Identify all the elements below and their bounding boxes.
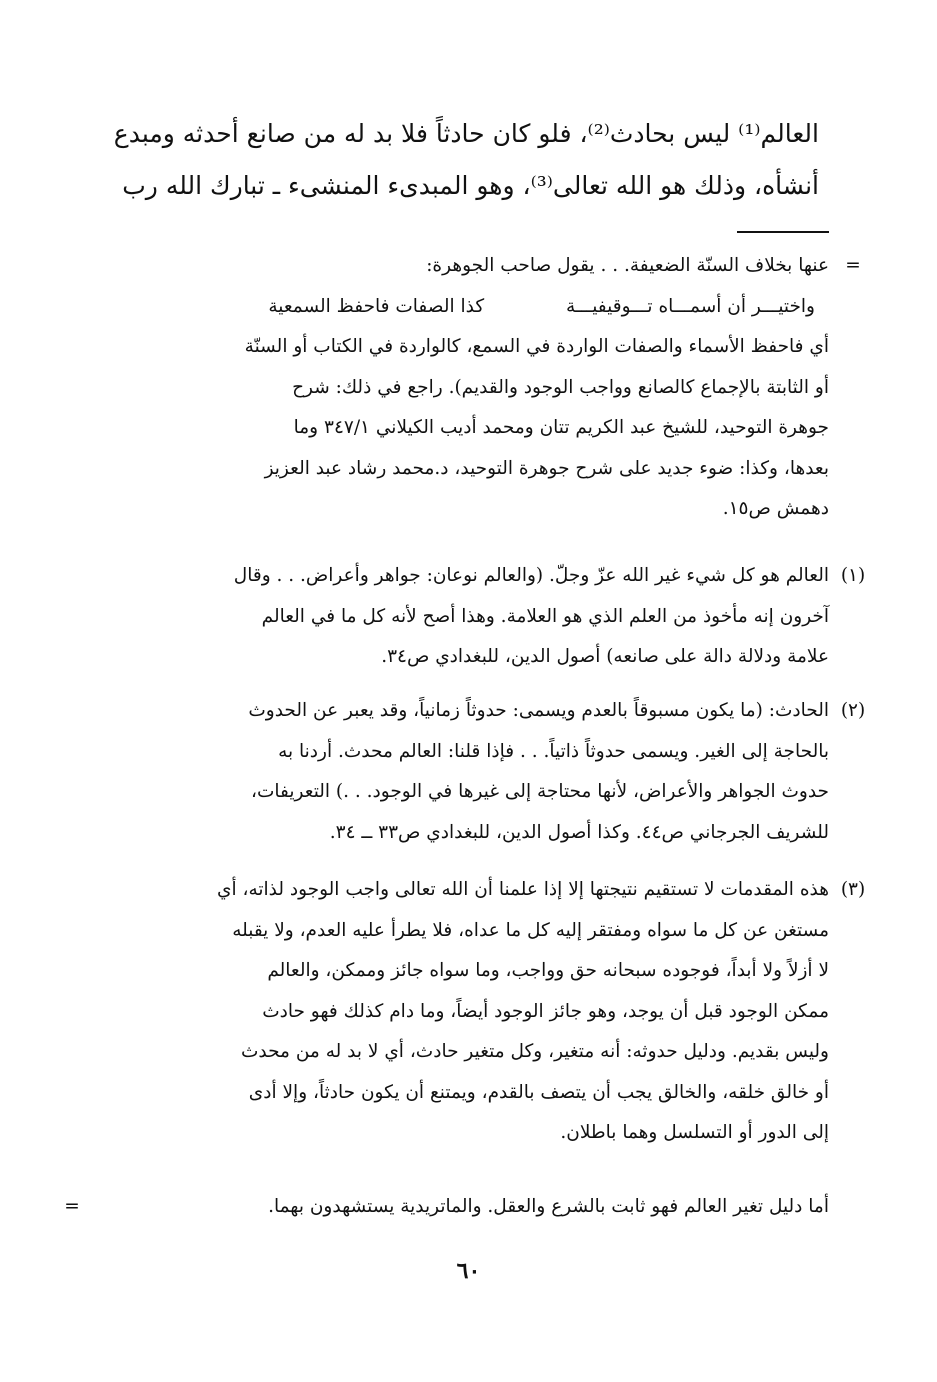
- footnote-3: [84, 870, 866, 1154]
- footnote-marker: (١): [840, 565, 866, 586]
- verse-hemistich-2: كذا الصفات فاحفظ السمعية: [268, 295, 485, 317]
- footnote-marker: (٣): [840, 879, 866, 900]
- footnote-line: أو خالق خلقه، والخالق يجب أن يتصف بالقدم، ويمتنع أن يكون حادثاً، وإلا أدى: [248, 1081, 829, 1103]
- footnote-line: لا أزلاً ولا أبداً، فوجوده سبحانه حق وواجب، وما سواه جائز وممكن، والعالم: [267, 960, 829, 981]
- main-text: [84, 108, 819, 212]
- footnote-line: وليس بقديم. ودليل حدوثه: أنه متغير، وكل متغير حادث، أي لا بد له من محدث: [240, 1041, 829, 1062]
- page-number: ٦٠: [456, 1258, 481, 1284]
- footnote-trailing: [64, 1187, 829, 1228]
- footnote-line: جوهرة التوحيد، للشيخ عبد الكريم تتان ومحمد أديب الكيلاني ٣٤٧/١ وما: [293, 417, 829, 438]
- footnote-continuation: [84, 246, 861, 530]
- footnote-line: للشريف الجرجاني ص٤٤. وكذا أصول الدين، للبغدادي ص٣٣ ــ ٣٤.: [329, 821, 829, 843]
- main-text-line: أنشأه، وذلك هو الله تعالى⁽³⁾، وهو المبدىء المنشىء ـ تبارك الله رب: [122, 171, 819, 200]
- footnote-2: [84, 691, 866, 853]
- footnote-line: العالم هو كل شيء غير الله عزّ وجلّ. (والعالم نوعان: جواهر وأعراض. . . وقال: [233, 565, 829, 586]
- main-text-line: العالم⁽¹⁾ ليس بحادث⁽²⁾، فلو كان حادثاً فلا بد له من صانع أحدثه ومبدع: [113, 119, 819, 148]
- footnote-1: [84, 556, 866, 678]
- footnote-line: بعدها، وكذا: ضوء جديد على شرح جوهرة التوحيد، د.محمد رشاد عبد العزيز: [264, 457, 829, 479]
- footnote-line: علامة ودلالة دالة على صانعه) أصول الدين، للبغدادي ص٣٤.: [381, 646, 829, 667]
- footnote-line: ممكن الوجود قبل أن يوجد، وهو جائز الوجود أيضاً، وما دام كذلك فهو حادث: [262, 1000, 829, 1022]
- continuation-marker: =: [845, 255, 861, 276]
- footnote-line: أو الثابتة بالإجماع كالصانع وواجب الوجود والقديم). راجع في ذلك: شرح: [292, 376, 829, 398]
- footnote-line: إلى الدور أو التسلسل وهما باطلان.: [560, 1122, 829, 1143]
- footnote-line: آخرون إنه مأخوذ من العلم الذي هو العلامة. وهذا أصح لأنه كل ما في العالم: [261, 605, 829, 627]
- footnote-separator: [737, 231, 829, 233]
- verse-hemistich-1: واختيـــر أن أسمـــاه تـــوقيفيـــة: [566, 295, 815, 317]
- footnote-line: دهمش ص١٥.: [722, 498, 829, 519]
- footnote-line: أي فاحفظ الأسماء والصفات الواردة في السمع، كالواردة في الكتاب أو السنّة: [244, 336, 829, 357]
- footnote-line: بالحاجة إلى الغير. ويسمى حدوثاً ذاتياً. . . فإذا قلنا: العالم محدث. أردنا به: [278, 740, 829, 762]
- footnote-line: عنها بخلاف السنّة الضعيفة. . . يقول صاحب الجوهرة:: [426, 255, 829, 276]
- footnote-line: هذه المقدمات لا تستقيم نتيجتها إلا إذا علمنا أن الله تعالى واجب الوجود لذاته، أي: [216, 879, 829, 900]
- footnote-line: الحادث: (ما يكون مسبوقاً بالعدم ويسمى: حدوثاً زمانياً، وقد يعبر عن الحدوث: [248, 700, 829, 721]
- footnote-line: حدوث الجواهر والأعراض، لأنها محتاجة إلى غيرها في الوجود. . .) التعريفات،: [251, 781, 829, 802]
- verse-line: [84, 287, 829, 328]
- footnote-line: مستغن عن كل ما سواه ومفتقر إليه كل ما عداه، فلا يطرأ عليه العدم، ولا يقبله: [232, 919, 829, 941]
- continuation-marker: =: [64, 1196, 80, 1217]
- footnote-marker: (٢): [840, 700, 866, 721]
- footnote-line: أما دليل تغير العالم فهو ثابت بالشرع والعقل. والماتريدية يستشهدون بهما.: [268, 1196, 829, 1217]
